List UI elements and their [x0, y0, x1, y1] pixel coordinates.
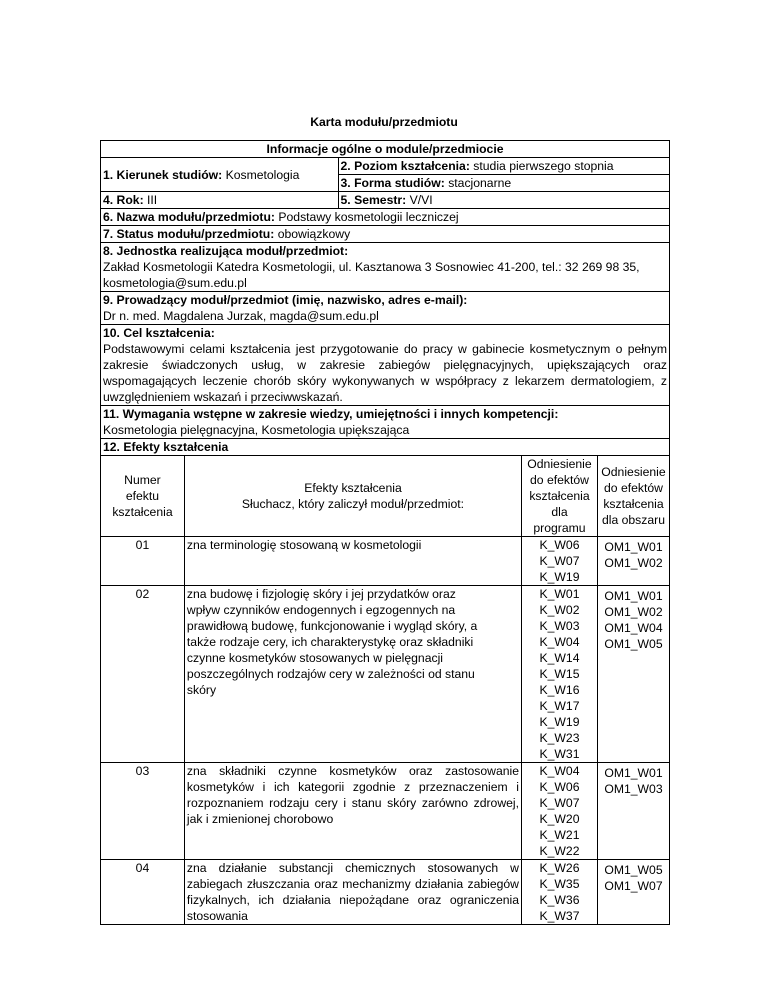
program-code: K_W19	[539, 715, 580, 729]
row-rok-semestr	[101, 192, 670, 209]
header-efekty-line: Efekty kształcenia	[304, 481, 402, 495]
program-code: K_W23	[539, 731, 580, 745]
effect-text-line: czynne kosmetyków stosowanych w pielęgnacji	[186, 651, 443, 665]
program-code: K_W22	[539, 844, 580, 858]
program-code: K_W19	[539, 570, 580, 584]
header-obszar-line: Odniesienie	[601, 465, 666, 479]
table-row	[101, 763, 670, 860]
program-code: K_W02	[539, 603, 580, 617]
row-nazwa	[101, 209, 670, 226]
value-kierunek: Kosmetologia	[225, 167, 300, 182]
effect-text-line: poszczególnych rodzajów cery w zależności od stanu	[186, 667, 475, 681]
area-code: OM1_W01	[604, 540, 663, 554]
value-semestr: V/VI	[409, 193, 433, 207]
effect-text: zna terminologię stosowaną w kosmetologii	[184, 537, 521, 586]
module-card-table	[100, 140, 670, 925]
program-code: K_W26	[539, 861, 580, 875]
table-row	[101, 537, 670, 586]
value-status: obowiązkowy	[277, 227, 351, 241]
field-rok	[101, 192, 339, 209]
effect-area-codes	[597, 586, 669, 763]
label-nazwa: 6. Nazwa modułu/przedmiotu:	[103, 210, 275, 224]
area-code: OM1_W01	[604, 589, 663, 603]
area-code: OM1_W05	[604, 863, 663, 877]
program-code: K_W17	[539, 699, 580, 713]
effect-program-codes	[522, 537, 598, 586]
effect-text: zna działanie substancji chemicznych stosowanych w zabiegach złuszczania oraz mechanizmy działania zabiegów fizykalnych, ich działania niepożądane oraz ograniczenia stosowania	[184, 860, 521, 925]
header-numer-line: Numer	[124, 473, 161, 487]
document-title: Karta modułu/przedmiotu	[310, 115, 458, 129]
label-cel: 10. Cel kształcenia:	[103, 326, 215, 340]
header-program-line: programu	[533, 521, 586, 535]
header-obszar-line: kształcenia	[603, 497, 664, 511]
program-code: K_W01	[539, 587, 580, 601]
field-wymagania	[101, 406, 670, 439]
program-code: K_W31	[539, 747, 580, 761]
program-code: K_W07	[539, 554, 580, 568]
value-wymagania: Kosmetologia pielęgnacyjna, Kosmetologia upiększająca	[103, 423, 410, 437]
effects-header-row	[101, 456, 670, 537]
effect-text-line: zna budowę i fizjologię skóry i jej przydatków oraz	[186, 587, 456, 601]
effect-area-codes	[597, 763, 669, 860]
value-rok: III	[147, 193, 158, 207]
effect-text: zna składniki czynne kosmetyków oraz zastosowanie kosmetyków i ich kategorii zgodnie z przeznaczeniem i rozpoznaniem rodzaju cery i stanu skóry zarówno zdrowej, jak i zmienionej chorobowo	[184, 763, 521, 860]
effect-number: 03	[101, 763, 185, 860]
row-jednostka	[101, 243, 670, 292]
program-code: K_W21	[539, 828, 580, 842]
header-numer-line: kształcenia	[112, 505, 173, 519]
header-numer-line: efektu	[125, 489, 160, 503]
header-obszar-line: do efektów	[604, 481, 663, 495]
header-program-line: do efektów	[530, 473, 589, 487]
field-prowadzacy	[101, 292, 670, 325]
header-program-line: dla	[551, 505, 568, 519]
program-code: K_W06	[539, 538, 580, 552]
program-code: K_W37	[539, 909, 580, 923]
label-efekty: 12. Efekty kształcenia	[101, 439, 670, 456]
area-code: OM1_W02	[604, 556, 663, 570]
header-program-line: Odniesienie	[527, 457, 592, 471]
program-code: K_W07	[539, 796, 580, 810]
area-code: OM1_W01	[604, 766, 663, 780]
effect-number: 02	[101, 586, 185, 763]
row-cel	[101, 325, 670, 406]
value-cel: Podstawowymi celami kształcenia jest przygotowanie do pracy w gabinecie kosmetycznym o pełnym zakresie świadczonych usług, w zakresie zabiegów pielęgnacyjnych, upiększających oraz wspomagających leczenie chorób skóry wykonywanych w współpracy z lekarzem dermatologiem, z uwzględnieniem wskazań i przeciwwskazań.	[103, 342, 667, 404]
program-code: K_W03	[539, 619, 580, 633]
field-poziom	[338, 158, 669, 175]
area-code: OM1_W04	[604, 621, 663, 635]
header-numer	[101, 456, 185, 537]
label-semestr: 5. Semestr:	[340, 193, 407, 207]
row-efekty-label	[101, 439, 670, 456]
general-header: Informacje ogólne o module/przedmiocie	[101, 141, 670, 158]
row-prowadzacy	[101, 292, 670, 325]
field-forma	[338, 175, 669, 192]
header-efekty-line: Słuchacz, który zaliczył moduł/przedmiot:	[241, 497, 465, 511]
table-row	[101, 586, 670, 763]
effect-program-codes	[522, 860, 598, 925]
row-poziom	[101, 158, 670, 175]
label-jednostka: 8. Jednostka realizująca moduł/przedmiot:	[103, 244, 349, 258]
value-forma: stacjonarne	[448, 176, 512, 190]
row-status	[101, 226, 670, 243]
program-code: K_W04	[539, 635, 580, 649]
field-nazwa	[101, 209, 670, 226]
label-poziom: 2. Poziom kształcenia:	[340, 159, 470, 173]
label-status: 7. Status modułu/przedmiotu:	[103, 227, 275, 241]
label-prowadzacy: 9. Prowadzący moduł/przedmiot (imię, nazwisko, adres e-mail):	[103, 293, 468, 307]
program-code: K_W36	[539, 893, 580, 907]
area-code: OM1_W03	[604, 782, 663, 796]
area-code: OM1_W05	[604, 637, 663, 651]
effect-area-codes	[597, 537, 669, 586]
effect-text-line: prawidłową budowę, funkcjonowanie i wygląd skóry, a	[186, 619, 478, 633]
effect-area-codes	[597, 860, 669, 925]
value-jednostka-email: kosmetologia@sum.edu.pl	[103, 276, 247, 290]
effect-number: 01	[101, 537, 185, 586]
program-code: K_W04	[539, 764, 580, 778]
effect-program-codes	[522, 586, 598, 763]
value-poziom: studia pierwszego stopnia	[473, 159, 614, 173]
effect-program-codes	[522, 763, 598, 860]
field-kierunek	[101, 158, 339, 192]
field-cel	[101, 325, 670, 406]
value-prowadzacy: Dr n. med. Magdalena Jurzak, magda@sum.edu.pl	[103, 309, 379, 323]
program-code: K_W14	[539, 651, 580, 665]
general-header-row	[101, 141, 670, 158]
area-code: OM1_W07	[604, 879, 663, 893]
effect-number: 04	[101, 860, 185, 925]
area-code: OM1_W02	[604, 605, 663, 619]
header-program-line: kształcenia	[529, 489, 590, 503]
header-program	[522, 456, 598, 537]
header-obszar	[597, 456, 669, 537]
label-forma: 3. Forma studiów:	[340, 176, 445, 190]
label-rok: 4. Rok:	[103, 193, 144, 207]
program-code: K_W16	[539, 683, 580, 697]
table-row	[101, 860, 670, 925]
value-nazwa: Podstawy kosmetologii leczniczej	[278, 210, 459, 224]
field-status	[101, 226, 670, 243]
label-kierunek: 1. Kierunek studiów:	[103, 167, 223, 182]
effect-text	[184, 586, 521, 763]
program-code: K_W20	[539, 812, 580, 826]
program-code: K_W35	[539, 877, 580, 891]
field-jednostka	[101, 243, 670, 292]
effect-text-line: wpływ czynników endogennych i egzogennych na	[186, 603, 456, 617]
effect-text-line: skóry	[186, 683, 217, 697]
program-code: K_W15	[539, 667, 580, 681]
effect-text-line: także rodzaje cery, ich charakterystykę oraz składniki	[186, 635, 474, 649]
header-efekty	[184, 456, 521, 537]
row-wymagania	[101, 406, 670, 439]
label-wymagania: 11. Wymagania wstępne w zakresie wiedzy, umiejętności i innych kompetencji:	[103, 407, 559, 421]
program-code: K_W06	[539, 780, 580, 794]
field-semestr	[338, 192, 669, 209]
value-jednostka-address: Zakład Kosmetologii Katedra Kosmetologii, ul. Kasztanowa 3 Sosnowiec 41-200, tel.: 32 269 98 35,	[103, 260, 640, 274]
header-obszar-line: dla obszaru	[601, 513, 665, 527]
